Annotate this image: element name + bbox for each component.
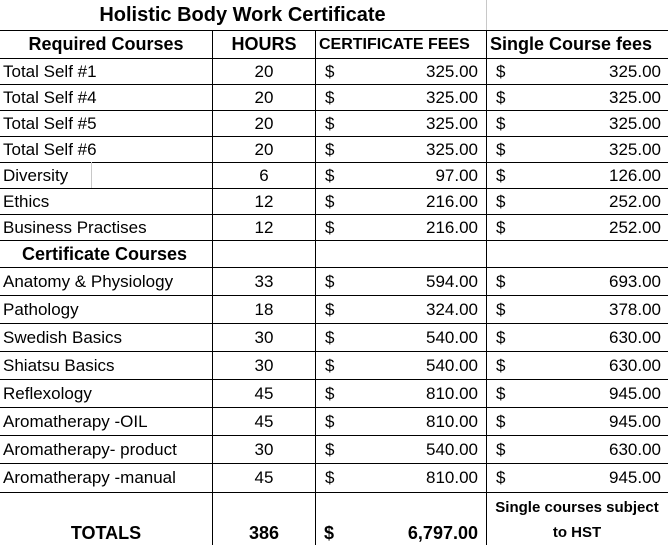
single-course-fee: 693.00 (609, 271, 661, 291)
currency-symbol: $ (496, 411, 506, 431)
course-name: Total Self #4 (3, 87, 97, 107)
course-hours: 45 (254, 383, 274, 403)
header-single-course-fees: Single Course fees (490, 34, 653, 54)
currency-symbol: $ (496, 87, 506, 107)
course-hours: 45 (254, 467, 274, 487)
single-course-fee: 630.00 (609, 327, 661, 347)
grid-line (0, 84, 668, 85)
grid-line (0, 214, 668, 215)
course-name: Aromatherapy -OIL (3, 411, 148, 431)
course-hours: 20 (254, 87, 274, 107)
certificate-fee: 324.00 (426, 299, 478, 319)
course-name: Total Self #6 (3, 139, 97, 159)
course-name: Total Self #5 (3, 113, 97, 133)
course-name: Ethics (3, 191, 50, 211)
currency-symbol: $ (496, 327, 506, 347)
single-course-fee: 630.00 (609, 355, 661, 375)
certificate-fee: 325.00 (426, 61, 478, 81)
currency-symbol: $ (325, 61, 335, 81)
course-hours: 18 (254, 299, 274, 319)
certificate-fee: 216.00 (426, 217, 478, 237)
certificate-fee: 325.00 (426, 139, 478, 159)
currency-symbol: $ (496, 383, 506, 403)
currency-symbol: $ (325, 87, 335, 107)
grid-line (486, 0, 487, 31)
course-name: Aromatherapy -manual (3, 467, 176, 487)
course-hours: 6 (259, 165, 269, 185)
header-hours: HOURS (231, 34, 297, 54)
header-required-courses: Required Courses (28, 34, 184, 54)
certificate-fee: 325.00 (426, 113, 478, 133)
totals-currency-symbol: $ (324, 522, 335, 543)
course-name: Business Practises (3, 217, 147, 237)
currency-symbol: $ (496, 355, 506, 375)
course-hours: 30 (254, 327, 274, 347)
grid-line (0, 110, 668, 111)
currency-symbol: $ (325, 165, 335, 185)
currency-symbol: $ (496, 299, 506, 319)
certificate-fee: 810.00 (426, 411, 478, 431)
currency-symbol: $ (325, 439, 335, 459)
certificate-fee: 97.00 (435, 165, 478, 185)
currency-symbol: $ (325, 383, 335, 403)
certificate-fee: 810.00 (426, 383, 478, 403)
course-name: Anatomy & Physiology (3, 271, 174, 291)
totals-label: TOTALS (70, 522, 142, 543)
single-course-fee: 325.00 (609, 139, 661, 159)
course-name: Shiatsu Basics (3, 355, 115, 375)
currency-symbol: $ (325, 113, 335, 133)
certificate-fee: 810.00 (426, 467, 478, 487)
currency-symbol: $ (496, 113, 506, 133)
totals-note-line1: Single courses subject (495, 498, 659, 516)
certificate-fee: 540.00 (426, 327, 478, 347)
course-name: Aromatherapy- product (3, 439, 177, 459)
grid-line (486, 30, 487, 545)
currency-symbol: $ (325, 271, 335, 291)
grid-line (0, 136, 668, 137)
grid-line (0, 162, 668, 163)
course-hours: 30 (254, 355, 274, 375)
certificate-fee: 216.00 (426, 191, 478, 211)
currency-symbol: $ (325, 355, 335, 375)
totals-hours: 386 (248, 522, 280, 543)
course-hours: 20 (254, 61, 274, 81)
grid-line (0, 58, 668, 59)
currency-symbol: $ (496, 439, 506, 459)
currency-symbol: $ (496, 271, 506, 291)
course-name: Diversity (3, 165, 69, 185)
single-course-fee: 252.00 (609, 191, 661, 211)
course-hours: 12 (254, 191, 274, 211)
currency-symbol: $ (325, 467, 335, 487)
course-name: Total Self #1 (3, 61, 97, 81)
currency-symbol: $ (325, 139, 335, 159)
single-course-fee: 325.00 (609, 113, 661, 133)
certificate-fee: 325.00 (426, 87, 478, 107)
currency-symbol: $ (325, 191, 335, 211)
course-name: Swedish Basics (3, 327, 123, 347)
grid-line (0, 30, 668, 31)
grid-line (0, 407, 668, 408)
totals-note-line2: to HST (552, 524, 602, 541)
course-hours: 30 (254, 439, 274, 459)
totals-certificate-fee: 6,797.00 (407, 522, 478, 543)
grid-line (212, 30, 213, 545)
single-course-fee: 252.00 (609, 217, 661, 237)
page-title: Holistic Body Work Certificate (99, 3, 386, 26)
grid-line (0, 240, 668, 241)
certificate-fee: 594.00 (426, 271, 478, 291)
currency-symbol: $ (325, 299, 335, 319)
single-course-fee: 325.00 (609, 61, 661, 81)
grid-line (0, 323, 668, 324)
single-course-fee: 945.00 (609, 383, 661, 403)
grid-line (0, 267, 668, 268)
grid-line (0, 379, 668, 380)
grid-line (91, 162, 92, 188)
course-name: Pathology (3, 299, 79, 319)
certificate-fee: 540.00 (426, 355, 478, 375)
grid-line (0, 492, 668, 493)
currency-symbol: $ (325, 217, 335, 237)
grid-line (0, 351, 668, 352)
currency-symbol: $ (496, 191, 506, 211)
single-course-fee: 630.00 (609, 439, 661, 459)
single-course-fee: 945.00 (609, 467, 661, 487)
currency-symbol: $ (496, 139, 506, 159)
header-certificate-fees: CERTIFICATE FEES (319, 35, 470, 53)
grid-line (315, 30, 316, 545)
currency-symbol: $ (496, 217, 506, 237)
grid-line (0, 435, 668, 436)
currency-symbol: $ (496, 61, 506, 81)
course-hours: 20 (254, 113, 274, 133)
course-hours: 20 (254, 139, 274, 159)
single-course-fee: 945.00 (609, 411, 661, 431)
certificate-fee: 540.00 (426, 439, 478, 459)
currency-symbol: $ (325, 411, 335, 431)
grid-line (0, 463, 668, 464)
single-course-fee: 126.00 (609, 165, 661, 185)
course-hours: 33 (254, 271, 274, 291)
single-course-fee: 325.00 (609, 87, 661, 107)
section-certificate-courses: Certificate Courses (22, 243, 188, 264)
currency-symbol: $ (496, 165, 506, 185)
currency-symbol: $ (325, 327, 335, 347)
grid-line (0, 188, 668, 189)
course-hours: 45 (254, 411, 274, 431)
single-course-fee: 378.00 (609, 299, 661, 319)
currency-symbol: $ (496, 467, 506, 487)
course-name: Reflexology (3, 383, 92, 403)
course-hours: 12 (254, 217, 274, 237)
grid-line (0, 295, 668, 296)
